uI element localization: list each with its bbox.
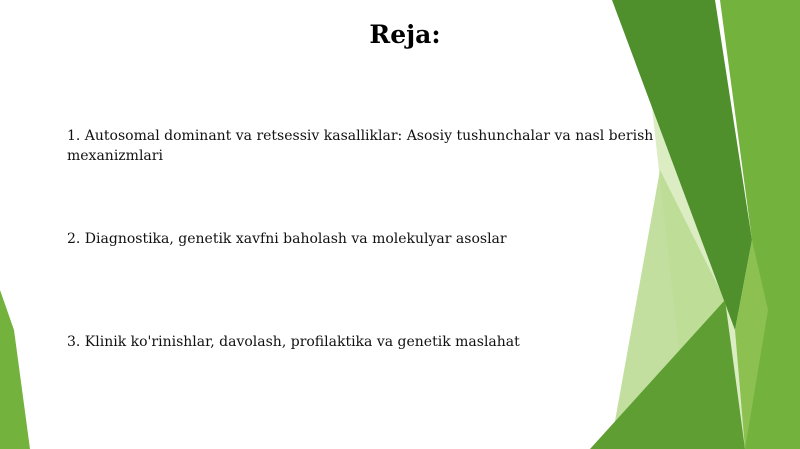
agenda-item-1: 1. Autosomal dominant va retsessiv kasalliklar: Asosiy tushunchalar va nasl berish mexanizmlari: [67, 128, 654, 164]
ribbon-left: [0, 290, 30, 449]
agenda-item-2: 2. Diagnostika, genetik xavfni baholash va molekulyar asoslar: [67, 231, 507, 247]
slide-title: Reja:: [369, 20, 441, 49]
agenda-item-3: 3. Klinik ko'rinishlar, davolash, profilaktika va genetik maslahat: [67, 334, 520, 350]
